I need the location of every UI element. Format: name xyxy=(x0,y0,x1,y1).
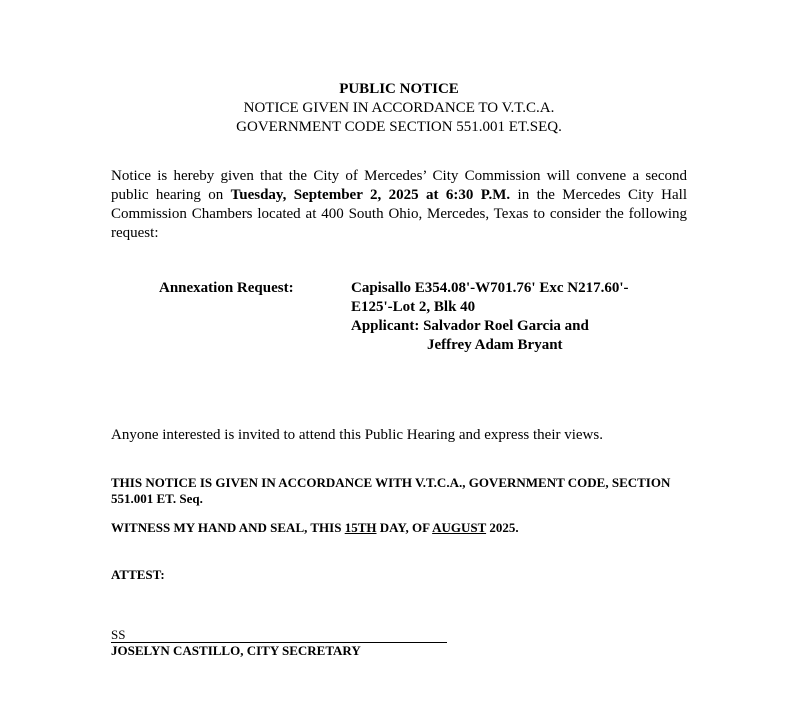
signature-mark: SS xyxy=(111,627,126,642)
notice-title: PUBLIC NOTICE xyxy=(339,81,459,97)
intro-text-part-1: Notice is hereby given that the City of Mercedes’ City Commission will convene a second public hearing on xyxy=(111,168,687,203)
witness-prefix: WITNESS MY HAND AND SEAL, THIS xyxy=(111,520,345,535)
property-line-2: E125'-Lot 2, Blk 40 xyxy=(351,299,476,315)
witness-middle: DAY, OF xyxy=(376,520,433,535)
notice-subtitle-line-1: NOTICE GIVEN IN ACCORDANCE TO V.T.C.A. xyxy=(243,100,555,116)
signature-line xyxy=(111,627,447,643)
witness-suffix: 2025. xyxy=(486,520,519,535)
witness-month: AUGUST xyxy=(432,520,487,535)
notice-heading xyxy=(111,80,687,137)
applicant-line-2: Jeffrey Adam Bryant xyxy=(427,337,563,353)
witness-day: 15TH xyxy=(344,520,377,535)
request-detail xyxy=(351,279,671,355)
intro-text-part-2: in the Mercedes City Hall Commission Chambers located at 400 South Ohio, Mercedes, Texas to consider the following request: xyxy=(111,187,687,241)
given-statement: THIS NOTICE IS GIVEN IN ACCORDANCE WITH V.T.C.A., GOVERNMENT CODE, SECTION 551.001 ET. Seq. xyxy=(111,475,671,506)
request-label: Annexation Request: xyxy=(159,280,294,296)
property-line-1: Capisallo E354.08'-W701.76' Exc N217.60'- xyxy=(351,280,629,296)
applicant-line-1: Applicant: Salvador Roel Garcia and xyxy=(351,318,589,334)
hearing-date-time: Tuesday, September 2, 2025 at 6:30 P.M. xyxy=(230,187,511,203)
witness-statement xyxy=(111,520,687,536)
notice-subtitle-line-2: GOVERNMENT CODE SECTION 551.001 ET.SEQ. xyxy=(236,119,562,135)
attest-label: ATTEST: xyxy=(111,567,165,582)
intro-paragraph xyxy=(111,167,687,243)
signer-name: JOSELYN CASTILLO, CITY SECRETARY xyxy=(111,643,361,658)
invite-paragraph: Anyone interested is invited to attend this Public Hearing and express their views. xyxy=(111,427,603,443)
